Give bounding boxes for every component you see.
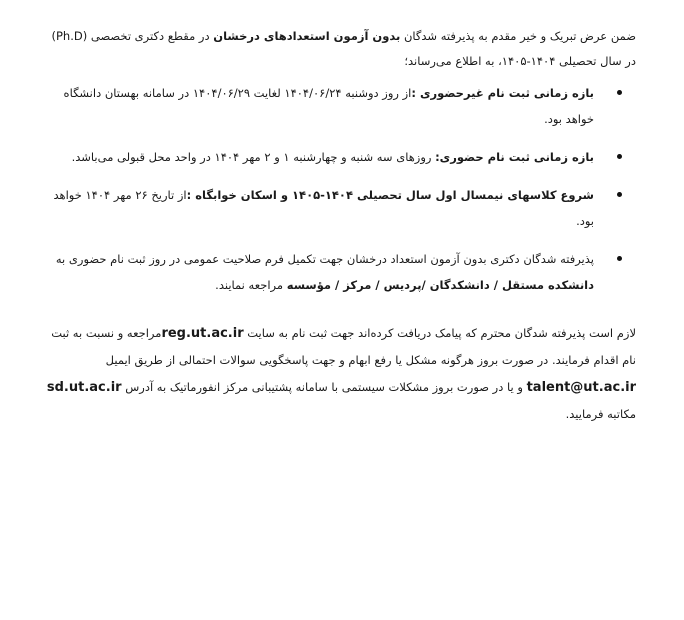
announcement-list [46, 80, 636, 298]
outro-text-1: لازم است پذیرفته شدگان محترم که پیامک دریافت کرده‌اند جهت ثبت نام به سایت [243, 326, 636, 340]
bullet-icon [617, 256, 622, 261]
intro-text-1: ضمن عرض تبریک و خیر مقدم به پذیرفته شدگان [400, 29, 636, 43]
outro-text-3: و یا در صورت بروز مشکلات سیستمی با سامانه پشتیبانی مرکز انفورماتیک به آدرس [121, 380, 527, 394]
bullet-icon [617, 90, 622, 95]
support-site-link[interactable]: sd.ut.ac.ir [46, 380, 122, 395]
item-text: روزهای سه شنبه و چهارشنبه ۱ و ۲ مهر ۱۴۰۴ در واحد محل قبولی می‌باشد. [71, 150, 436, 164]
intro-paragraph [46, 24, 636, 74]
outro-text-4: مکاتبه فرمایید. [565, 407, 636, 421]
support-email-link[interactable]: talent@ut.ac.ir [526, 380, 636, 395]
registration-site-link[interactable]: reg.ut.ac.ir [161, 326, 244, 341]
intro-text-2: در مقطع دکتری تخصصی (Ph.D) در سال تحصیلی ۱۴۰۴-۱۴۰۵، به اطلاع می‌رساند؛ [51, 29, 636, 68]
item-heading: دانشکده مستقل / دانشکدگان /پردیس / مرکز / مؤسسه [286, 278, 594, 292]
item-text: از روز دوشنبه ۱۴۰۴/۰۶/۲۴ لغایت ۱۴۰۴/۰۶/۲۹ در سامانه بهستان دانشگاه خواهد بود. [63, 86, 594, 126]
item-tail-text: مراجعه نمایند. [215, 278, 287, 292]
item-heading: بازه زمانی ثبت نام حضوری: [435, 150, 594, 164]
outro-text-2: مراجعه و نسبت به ثبت نام اقدام فرمایند. در صورت بروز هرگونه مشکل یا رفع ابهام و جهت پاسخگویی سوالات احتمالی از طریق ایمیل [51, 326, 636, 367]
list-item-nonattendance-registration [46, 80, 636, 132]
item-heading: شروع کلاسهای نیمسال اول سال تحصیلی ۱۴۰۴-۱۴۰۵ و اسکان خوابگاه : [186, 188, 594, 202]
intro-bold-text: بدون آزمون استعدادهای درخشان [213, 29, 401, 43]
list-item-classes-start [46, 182, 636, 234]
closing-paragraph [46, 320, 636, 428]
item-text: پذیرفته شدگان دکتری بدون آزمون استعداد درخشان جهت تکمیل فرم صلاحیت عمومی در روز ثبت نام حضوری به [55, 252, 594, 266]
item-text: از تاریخ ۲۶ مهر ۱۴۰۴ خواهد بود. [53, 188, 594, 228]
list-item-attendance-registration [46, 144, 636, 170]
item-heading: بازه زمانی ثبت نام غیرحضوری : [411, 86, 594, 100]
list-item-general-eligibility [46, 246, 636, 298]
bullet-icon [617, 154, 622, 159]
bullet-icon [617, 192, 622, 197]
